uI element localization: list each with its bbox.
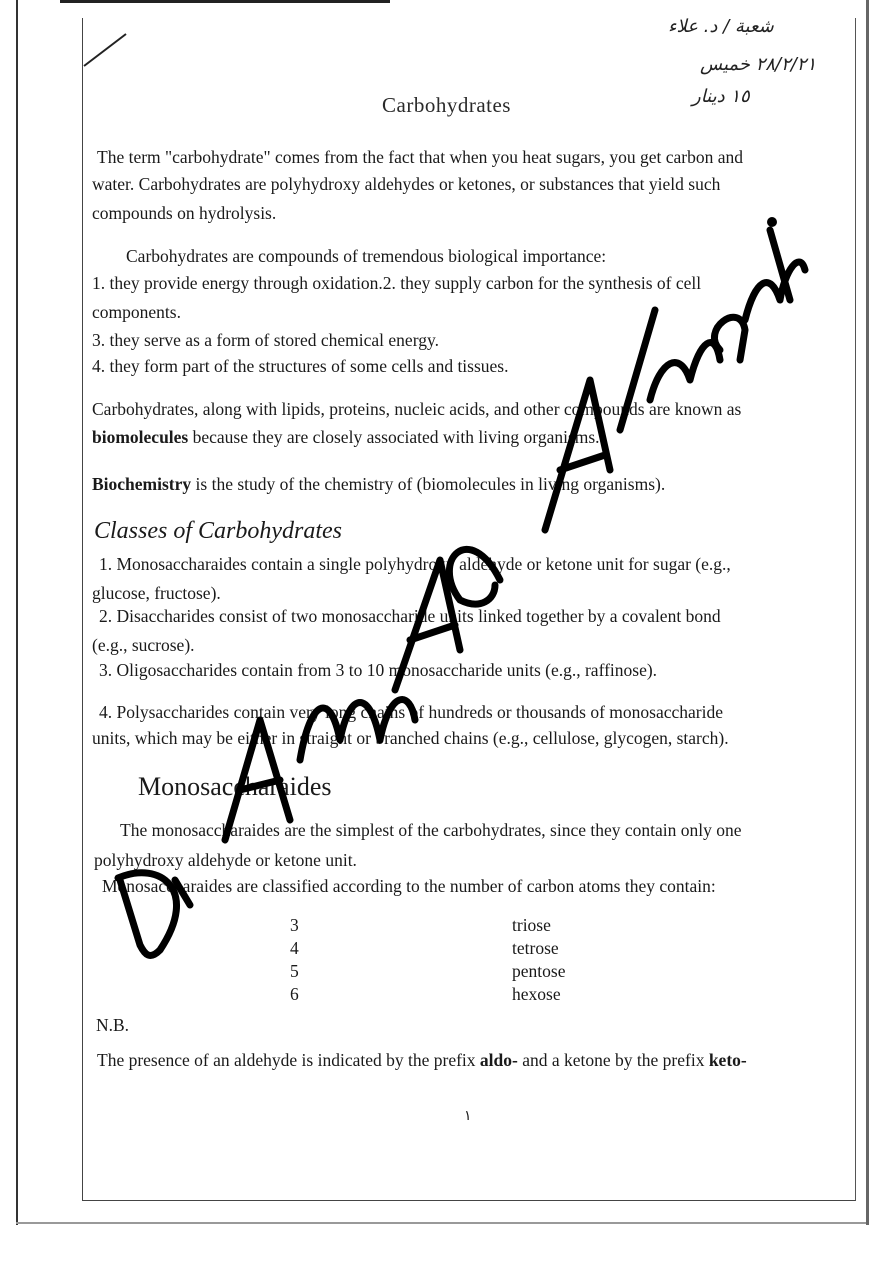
biomolecules-line-2 [92, 424, 600, 450]
mono-para-line-2: polyhydroxy aldehyde or ketone unit. [94, 850, 357, 870]
scan-edge-bottom [16, 1222, 866, 1224]
sugar-class-name: hexose [512, 984, 561, 1004]
importance-item-1: 1. they provide energy through oxidation.2. they supply carbon for the synthesis of cell [92, 273, 702, 293]
biochemistry-rest: is the study of the chemistry of (biomolecules in living organisms). [191, 474, 666, 494]
carbon-count: 5 [290, 961, 299, 981]
carbon-count: 6 [290, 984, 299, 1004]
intro-line-2: water. Carbohydrates are polyhydroxy aldehydes or ketones, or substances that yield such [92, 174, 721, 194]
class-3: 3. Oligosaccharides contain from 3 to 10 monosaccharide units (e.g., raffinose). [99, 660, 658, 680]
class-2-line-2: (e.g., sucrose). [92, 635, 195, 655]
importance-item-4: 4. they form part of the structures of some cells and tissues. [92, 356, 509, 376]
scan-edge-top [60, 0, 390, 3]
intro-line-1: The term "carbohydrate" comes from the fact that when you heat sugars, you get carbon and [97, 147, 743, 167]
handwritten-note-1: شعبة / د. علاء [668, 16, 774, 37]
class-1-line-2: glucose, fructose). [92, 583, 221, 603]
class-4-line-2: units, which may be either in straight or branched chains (e.g., cellulose, glycogen, starch). [92, 728, 729, 748]
nb-text [97, 1047, 747, 1073]
intro-line-3: compounds on hydrolysis. [92, 203, 277, 223]
biochemistry-term: Biochemistry [92, 474, 192, 494]
aldo-prefix: aldo- [479, 1050, 518, 1070]
biomolecules-line-1: Carbohydrates, along with lipids, proteins, nucleic acids, and other compounds are known as [92, 399, 742, 419]
page-number: ١ [464, 1109, 472, 1124]
monosaccharides-heading: Monosaccharaides [138, 772, 332, 801]
sugar-class-name: tetrose [512, 938, 559, 958]
nb-text-mid: and a ketone by the prefix [517, 1050, 709, 1070]
sugar-class-name: pentose [512, 961, 566, 981]
biochemistry-line [92, 471, 665, 497]
handwritten-note-2: ٢٨/٢/٢١ خميس [700, 54, 817, 75]
nb-label: N.B. [96, 1015, 130, 1035]
mono-para-2: Monosaccharaides are classified according to the number of carbon atoms they contain: [102, 876, 716, 896]
scan-edge-right [866, 0, 869, 1225]
class-4-line-1: 4. Polysaccharides contain very long chains of hundreds or thousands of monosaccharide [99, 702, 724, 722]
class-1-line-1: 1. Monosaccharaides contain a single polyhydroxy aldehyde or ketone unit for sugar (e.g., [99, 554, 731, 574]
class-2-line-1: 2. Disaccharides consist of two monosaccharide units linked together by a covalent bond [99, 606, 721, 626]
handwritten-note-3: ١٥ دينار [692, 86, 750, 107]
importance-item-1-cont: components. [92, 302, 181, 322]
biomolecules-term: biomolecules [92, 427, 189, 447]
nb-text-start: The presence of an aldehyde is indicated by the prefix [97, 1050, 480, 1070]
carbon-count: 3 [290, 915, 299, 935]
carbon-count: 4 [290, 938, 299, 958]
biomolecules-rest: because they are closely associated with living organisms. [188, 427, 600, 447]
importance-item-3: 3. they serve as a form of stored chemical energy. [92, 330, 439, 350]
importance-lead: Carbohydrates are compounds of tremendous biological importance: [126, 246, 607, 266]
mono-para-line-1: The monosaccharaides are the simplest of the carbohydrates, since they contain only one [120, 820, 742, 840]
pen-stroke-mark [82, 32, 132, 68]
sugar-class-name: triose [512, 915, 551, 935]
keto-prefix: keto- [708, 1050, 747, 1070]
scan-edge-left [16, 0, 18, 1225]
page-title: Carbohydrates [382, 93, 511, 117]
classes-heading: Classes of Carbohydrates [94, 518, 343, 544]
